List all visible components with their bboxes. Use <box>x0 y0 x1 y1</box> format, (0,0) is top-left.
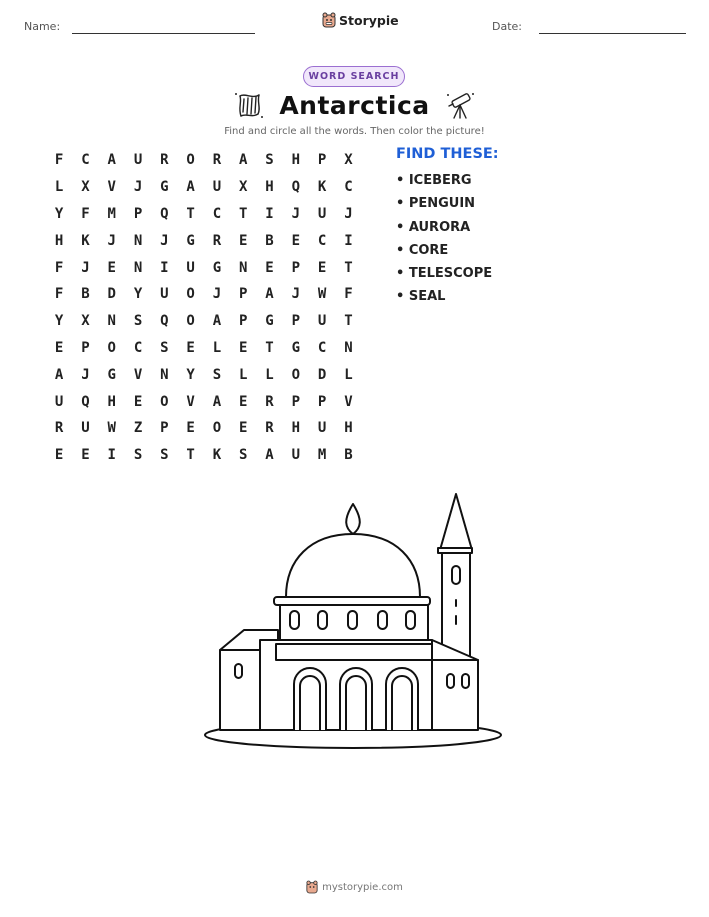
grid-letter: O <box>291 366 301 383</box>
grid-row <box>46 254 362 281</box>
grid-letter: N <box>344 339 353 356</box>
grid-letter: U <box>160 286 169 303</box>
grid-letter: U <box>317 205 327 222</box>
grid-letter: W <box>107 420 116 437</box>
grid-letter: Y <box>133 286 143 303</box>
grid-letter: G <box>265 313 274 330</box>
grid-letter: S <box>160 447 169 464</box>
grid-letter: R <box>54 420 64 437</box>
grid-letter: N <box>239 259 248 276</box>
grid-letter: R <box>212 232 222 249</box>
grid-letter: F <box>54 286 64 303</box>
grid-letter: N <box>107 313 116 330</box>
grid-letter: A <box>107 152 116 169</box>
grid-letter: R <box>160 152 169 169</box>
title-row <box>0 90 709 120</box>
grid-letter: E <box>186 339 195 356</box>
grid-letter: E <box>239 393 248 410</box>
grid-letter: E <box>239 339 248 356</box>
grid-letter: M <box>317 447 327 464</box>
grid-letter: S <box>239 447 248 464</box>
grid-letter: H <box>265 179 274 196</box>
grid-letter: I <box>344 232 353 249</box>
grid-letter: G <box>160 179 169 196</box>
grid-letter: S <box>160 339 169 356</box>
grid-letter: E <box>54 339 64 356</box>
grid-letter: J <box>344 205 353 222</box>
grid-letter: X <box>81 313 90 330</box>
grid-letter: T <box>239 205 248 222</box>
name-line <box>72 33 255 34</box>
grid-letter: Y <box>186 366 195 383</box>
footer <box>0 880 709 894</box>
grid-letter: A <box>265 447 274 464</box>
grid-letter: G <box>212 259 222 276</box>
grid-letter: U <box>317 420 327 437</box>
grid-letter: P <box>291 393 301 410</box>
grid-letter: U <box>291 447 301 464</box>
grid-letter: H <box>54 232 64 249</box>
grid-letter: O <box>160 393 169 410</box>
grid-letter: C <box>133 339 143 356</box>
grid-letter: D <box>107 286 116 303</box>
word-item: • CORE <box>396 242 449 258</box>
grid-letter: O <box>212 420 222 437</box>
grid-row <box>46 227 362 254</box>
grid-letter: P <box>291 313 301 330</box>
grid-letter: U <box>186 259 195 276</box>
grid-letter: J <box>81 259 90 276</box>
grid-letter: Y <box>54 313 64 330</box>
grid-letter: C <box>212 205 222 222</box>
grid-letter: A <box>212 393 222 410</box>
grid-letter: H <box>107 393 116 410</box>
grid-letter: N <box>160 366 169 383</box>
grid-row <box>46 361 362 388</box>
grid-letter: S <box>133 313 143 330</box>
telescope-icon <box>444 90 476 120</box>
grid-letter: G <box>107 366 116 383</box>
grid-letter: G <box>186 232 195 249</box>
grid-letter: E <box>291 232 301 249</box>
grid-letter: G <box>291 339 301 356</box>
grid-letter: Q <box>160 205 169 222</box>
grid-letter: H <box>344 420 353 437</box>
grid-letter: F <box>344 286 353 303</box>
grid-row <box>46 174 362 201</box>
grid-letter: C <box>344 179 353 196</box>
grid-letter: E <box>54 447 64 464</box>
grid-letter: E <box>107 259 116 276</box>
grid-letter: L <box>212 339 222 356</box>
grid-letter: J <box>160 232 169 249</box>
grid-letter: B <box>265 232 274 249</box>
grid-letter: N <box>133 232 143 249</box>
grid-letter: Z <box>133 420 143 437</box>
grid-letter: E <box>239 420 248 437</box>
grid-letter: T <box>186 447 195 464</box>
grid-letter: U <box>212 179 222 196</box>
grid-letter: F <box>54 152 64 169</box>
grid-letter: Q <box>160 313 169 330</box>
grid-letter: A <box>186 179 195 196</box>
grid-letter: J <box>291 205 301 222</box>
grid-letter: B <box>344 447 353 464</box>
grid-letter: P <box>239 286 248 303</box>
grid-letter: P <box>317 152 327 169</box>
grid-letter: I <box>160 259 169 276</box>
grid-letter: C <box>81 152 90 169</box>
grid-row <box>46 415 362 442</box>
brand-name: Storypie <box>339 12 399 28</box>
grid-letter: P <box>239 313 248 330</box>
grid-letter: Y <box>54 205 64 222</box>
grid-letter: K <box>81 232 90 249</box>
grid-letter: F <box>81 205 90 222</box>
grid-letter: O <box>186 286 195 303</box>
word-list <box>396 170 492 310</box>
storypie-mascot-icon <box>306 880 318 894</box>
word-item: • PENGUIN <box>396 196 476 212</box>
grid-letter: E <box>133 393 143 410</box>
grid-letter: S <box>133 447 143 464</box>
grid-letter: V <box>186 393 195 410</box>
grid-letter: P <box>317 393 327 410</box>
grid-letter: A <box>265 286 274 303</box>
grid-letter: E <box>265 259 274 276</box>
grid-letter: B <box>81 286 90 303</box>
grid-letter: I <box>265 205 274 222</box>
grid-letter: U <box>54 393 64 410</box>
date-line <box>539 33 686 34</box>
grid-letter: L <box>239 366 248 383</box>
grid-letter: X <box>344 152 353 169</box>
grid-letter: C <box>317 339 327 356</box>
grid-letter: M <box>107 205 116 222</box>
grid-letter: O <box>186 152 195 169</box>
word-item: • TELESCOPE <box>396 266 493 282</box>
word-item: • AURORA <box>396 219 471 235</box>
grid-letter: E <box>81 447 90 464</box>
grid-letter: H <box>291 420 301 437</box>
grid-letter: R <box>265 393 274 410</box>
page-title: Antarctica <box>279 90 430 120</box>
grid-letter: S <box>265 152 274 169</box>
grid-row <box>46 442 362 469</box>
grid-row <box>46 308 362 335</box>
grid-letter: V <box>344 393 353 410</box>
word-item: • ICEBERG <box>396 173 472 188</box>
grid-letter: S <box>212 366 222 383</box>
grid-letter: O <box>186 313 195 330</box>
grid-letter: E <box>239 232 248 249</box>
grid-letter: R <box>212 152 222 169</box>
grid-row <box>46 281 362 308</box>
grid-letter: K <box>212 447 222 464</box>
grid-letter: Q <box>81 393 90 410</box>
grid-row <box>46 388 362 415</box>
grid-row <box>46 147 362 174</box>
find-these-heading: FIND THESE: <box>396 146 499 162</box>
grid-letter: L <box>344 366 353 383</box>
grid-letter: D <box>317 366 327 383</box>
grid-row <box>46 335 362 362</box>
grid-letter: O <box>107 339 116 356</box>
grid-letter: A <box>54 366 64 383</box>
grid-letter: L <box>54 179 64 196</box>
storypie-mascot-icon <box>322 12 336 28</box>
grid-letter: V <box>133 366 143 383</box>
grid-letter: U <box>133 152 143 169</box>
grid-letter: Q <box>291 179 301 196</box>
word-item: • SEAL <box>396 289 446 305</box>
grid-letter: X <box>239 179 248 196</box>
domed-building-illustration <box>200 490 510 760</box>
grid-letter: E <box>317 259 327 276</box>
instructions: Find and circle all the words. Then color the picture! <box>224 126 485 137</box>
grid-letter: J <box>107 232 116 249</box>
grid-letter: U <box>317 313 327 330</box>
grid-letter: A <box>212 313 222 330</box>
grid-letter: J <box>133 179 143 196</box>
grid-letter: E <box>186 420 195 437</box>
grid-letter: J <box>291 286 301 303</box>
grid-letter: A <box>239 152 248 169</box>
grid-letter: I <box>107 447 116 464</box>
grid-letter: J <box>81 366 90 383</box>
grid-letter: P <box>291 259 301 276</box>
grid-row <box>46 201 362 228</box>
grid-letter: C <box>317 232 327 249</box>
grid-letter: T <box>344 313 353 330</box>
grid-letter: R <box>265 420 274 437</box>
grid-letter: T <box>265 339 274 356</box>
grid-letter: T <box>344 259 353 276</box>
grid-letter: W <box>317 286 327 303</box>
grid-letter: T <box>186 205 195 222</box>
grid-letter: H <box>291 152 301 169</box>
grid-letter: V <box>107 179 116 196</box>
footer-url: mystorypie.com <box>322 881 403 893</box>
grid-letter: J <box>212 286 222 303</box>
grid-letter: F <box>54 259 64 276</box>
grid-letter: X <box>81 179 90 196</box>
grid-letter: K <box>317 179 327 196</box>
grid-letter: U <box>81 420 90 437</box>
word-search-badge: WORD SEARCH <box>303 66 405 87</box>
letter-grid <box>46 147 362 469</box>
grid-letter: P <box>81 339 90 356</box>
grid-letter: N <box>133 259 143 276</box>
date-label: Date: <box>492 20 522 33</box>
grid-letter: L <box>265 366 274 383</box>
brand <box>322 12 399 28</box>
grid-letter: P <box>160 420 169 437</box>
name-label: Name: <box>24 20 61 33</box>
aurora-icon <box>233 90 265 120</box>
grid-letter: P <box>133 205 143 222</box>
